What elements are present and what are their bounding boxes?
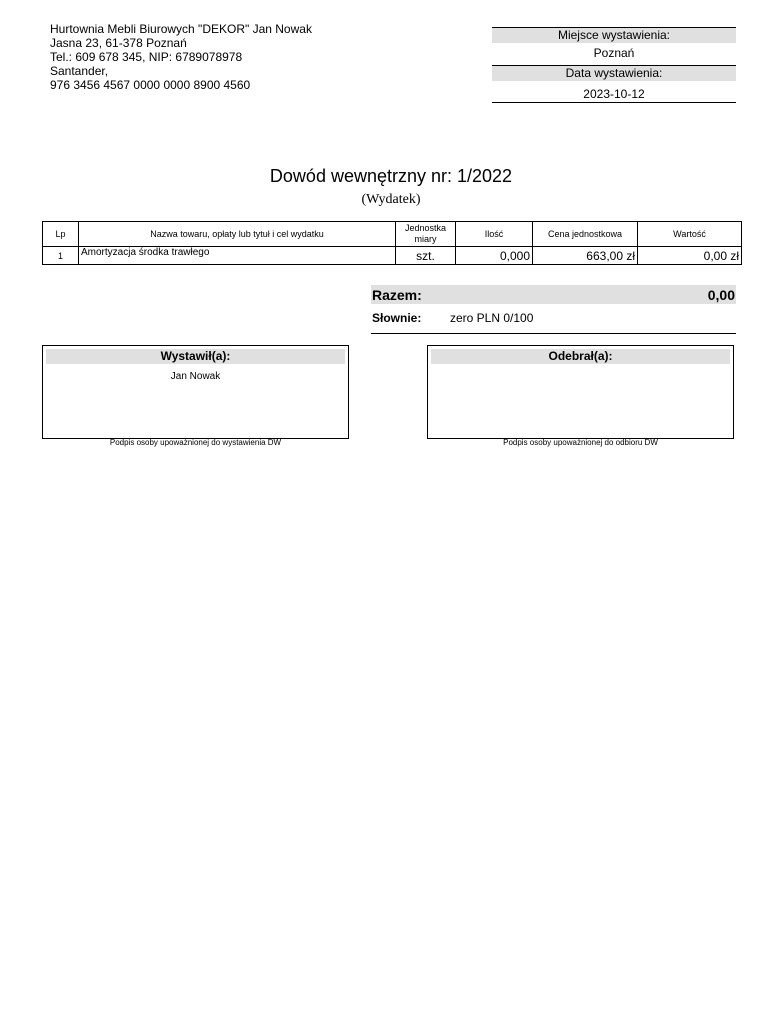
received-by-box bbox=[427, 345, 734, 439]
cell-value: 0,00 zł bbox=[638, 247, 742, 265]
issued-by-caption: Podpis osoby upoważnionej do wystawienia DW bbox=[109, 438, 282, 447]
total-label: Razem: bbox=[372, 287, 422, 303]
items-table bbox=[42, 221, 742, 265]
col-header-price: Cena jednostkowa bbox=[533, 222, 638, 247]
seller-block bbox=[50, 22, 312, 92]
col-header-qty: Ilość bbox=[456, 222, 533, 247]
table-row bbox=[43, 247, 742, 265]
totals-divider bbox=[371, 333, 736, 334]
col-header-name: Nazwa towaru, opłaty lub tytuł i cel wydatku bbox=[79, 222, 396, 247]
table-header-row bbox=[43, 222, 742, 247]
place-value: Poznań bbox=[593, 46, 635, 60]
date-value: 2023-10-12 bbox=[492, 81, 736, 103]
place-label: Miejsce wystawienia: bbox=[492, 27, 736, 43]
col-header-lp: Lp bbox=[43, 222, 79, 247]
document-subtitle: (Wydatek) bbox=[361, 192, 421, 207]
received-by-caption: Podpis osoby upoważnionej do odbioru DW bbox=[503, 438, 658, 447]
seller-name: Hurtownia Mebli Biurowych "DEKOR" Jan Nowak bbox=[50, 22, 312, 36]
col-header-value: Wartość bbox=[638, 222, 742, 247]
amount-in-words-value: zero PLN 0/100 bbox=[450, 311, 534, 325]
cell-unit: szt. bbox=[396, 247, 456, 265]
issued-by-label: Wystawił(a): bbox=[46, 349, 345, 364]
issued-by-name: Jan Nowak bbox=[170, 371, 221, 382]
total-value: 0,00 bbox=[707, 287, 735, 303]
amount-in-words-label: Słownie: bbox=[372, 311, 422, 325]
cell-lp: 1 bbox=[43, 247, 79, 265]
col-header-unit: Jednostka miary bbox=[396, 222, 456, 247]
seller-phone-nip: Tel.: 609 678 345, NIP: 6789078978 bbox=[50, 50, 243, 64]
seller-account: 976 3456 4567 0000 0000 8900 4560 bbox=[50, 78, 251, 92]
date-label: Data wystawienia: bbox=[492, 65, 736, 81]
seller-bank: Santander, bbox=[50, 64, 109, 78]
issued-by-box bbox=[42, 345, 349, 439]
received-by-label: Odebrał(a): bbox=[431, 349, 730, 364]
cell-qty: 0,000 bbox=[456, 247, 533, 265]
cell-name: Amortyzacja środka trawłego bbox=[79, 247, 396, 265]
seller-address: Jasna 23, 61-378 Poznań bbox=[50, 36, 187, 50]
cell-price: 663,00 zł bbox=[533, 247, 638, 265]
issue-info-box bbox=[492, 27, 736, 103]
document-title: Dowód wewnętrzny nr: 1/2022 bbox=[269, 166, 513, 186]
